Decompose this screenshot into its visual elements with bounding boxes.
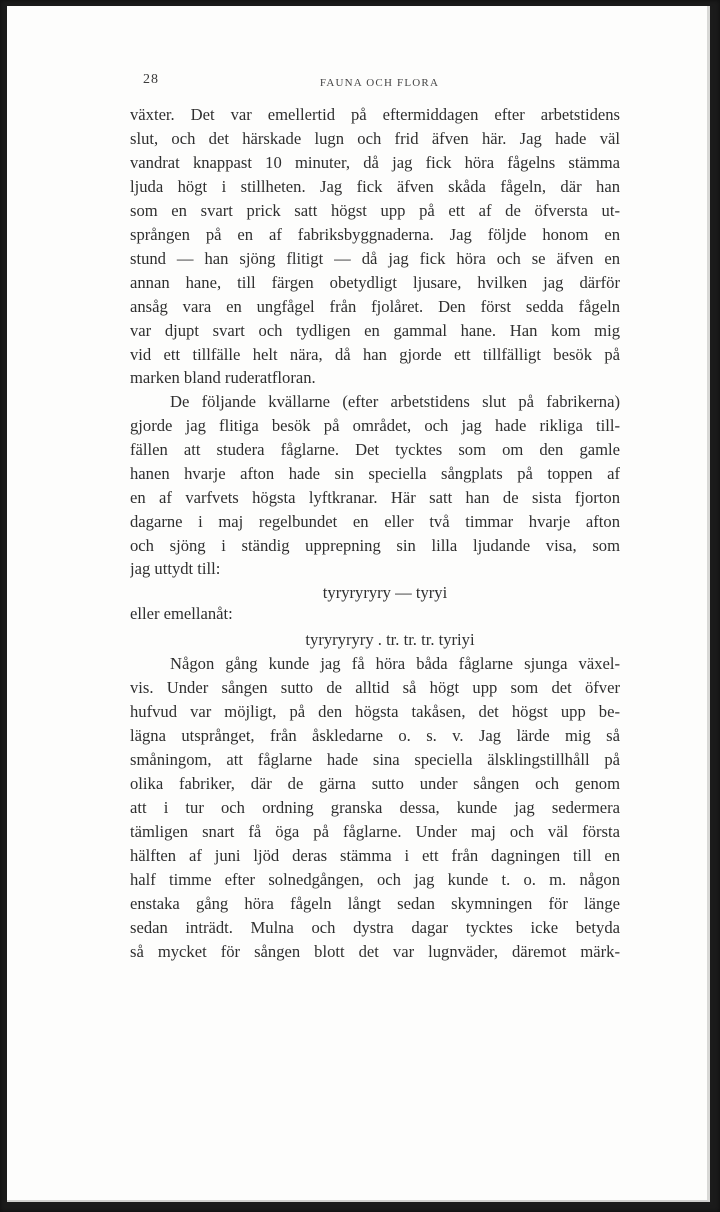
text-line: olika fabriker, där de gärna sutto under sången och genom	[130, 774, 620, 793]
text-line: eller emellanåt:	[130, 604, 233, 623]
text-line: småningom, att fåglarne hade sina speciella älsklingstillhåll på	[130, 750, 620, 769]
text-line: Någon gång kunde jag få höra båda fåglarne sjunga växel-	[170, 654, 620, 673]
text-line: annan hane, till färgen obetydligt ljusare, hvilken jag därför	[130, 273, 620, 292]
running-title: FAUNA OCH FLORA	[319, 77, 440, 89]
text-line: jag uttydt till:	[130, 559, 221, 578]
text-line: fällen att studera fåglarne. Det tycktes som om den gamle	[130, 440, 620, 459]
song-notation-2: tyryryryry . tr. tr. tr. tyriyi	[305, 630, 475, 649]
text-line: hufvud var möjligt, på den högsta takåsen, det högst upp be-	[130, 702, 620, 721]
song-notation-1: tyryryryry — tyryi	[322, 583, 448, 602]
text-line: sprången på en af fabriksbyggnaderna. Jag följde honom en	[130, 225, 620, 244]
page-number: 28	[143, 72, 159, 87]
text-line: och sjöng i ständig upprepning sin lilla ljudande visa, som	[130, 536, 620, 555]
text-line: slut, och det härskade lugn och frid äfven här. Jag hade väl	[130, 129, 620, 148]
text-line: var djupt svart och tydligen en gammal hane. Han kom mig	[130, 321, 620, 340]
text-line: en af varfvets högsta lyftkranar. Här satt han de sista fjorton	[130, 488, 620, 507]
text-line: hanen hvarje afton hade sin speciella sångplats på toppen af	[130, 464, 620, 483]
text-line: gjorde jag flitiga besök på området, och jag hade rikliga till-	[130, 416, 620, 435]
text-line: ljuda högt i stillheten. Jag fick äfven skåda fågeln, där han	[130, 177, 620, 196]
text-line: som en svart prick satt högst upp på ett af de öfversta ut-	[130, 201, 620, 220]
text-line: marken bland ruderatfloran.	[130, 368, 316, 387]
text-line: tämligen snart få öga på fåglarne. Under maj och väl första	[130, 822, 620, 841]
text-line: att i tur och ordning granska dessa, kunde jag sedermera	[130, 798, 620, 817]
text-line: sedan inträdt. Mulna och dystra dagar tycktes icke betyda	[130, 918, 620, 937]
text-line: stund — han sjöng flitigt — då jag fick höra och se äfven en	[130, 249, 620, 268]
text-line: hälften af juni ljöd deras stämma i ett från dagningen till en	[130, 846, 620, 865]
text-line: ansåg vara en ungfågel från fjolåret. Den först sedda fågeln	[130, 297, 620, 316]
text-line: växter. Det var emellertid på eftermiddagen efter arbetstidens	[130, 105, 620, 124]
text-line: De följande kvällarne (efter arbetstidens slut på fabrikerna)	[170, 392, 620, 411]
text-line: enstaka gång höra fågeln långt sedan skymningen för länge	[130, 894, 620, 913]
text-line: vid ett tillfälle helt nära, då han gjorde ett tillfälligt besök på	[130, 345, 620, 364]
text-line: vandrat knappast 10 minuter, då jag fick höra fågelns stämma	[130, 153, 620, 172]
text-line: dagarne i maj regelbundet en eller två timmar hvarje afton	[130, 512, 620, 531]
text-line: lägna utsprånget, från åskledarne o. s. v. Jag lärde mig så	[130, 726, 620, 745]
text-line: så mycket för sången blott det var lugnväder, däremot märk-	[130, 942, 620, 961]
text-line: vis. Under sången sutto de alltid så högt upp som det öfver	[130, 678, 620, 697]
text-line: half timme efter solnedgången, och jag kunde t. o. m. någon	[130, 870, 620, 889]
